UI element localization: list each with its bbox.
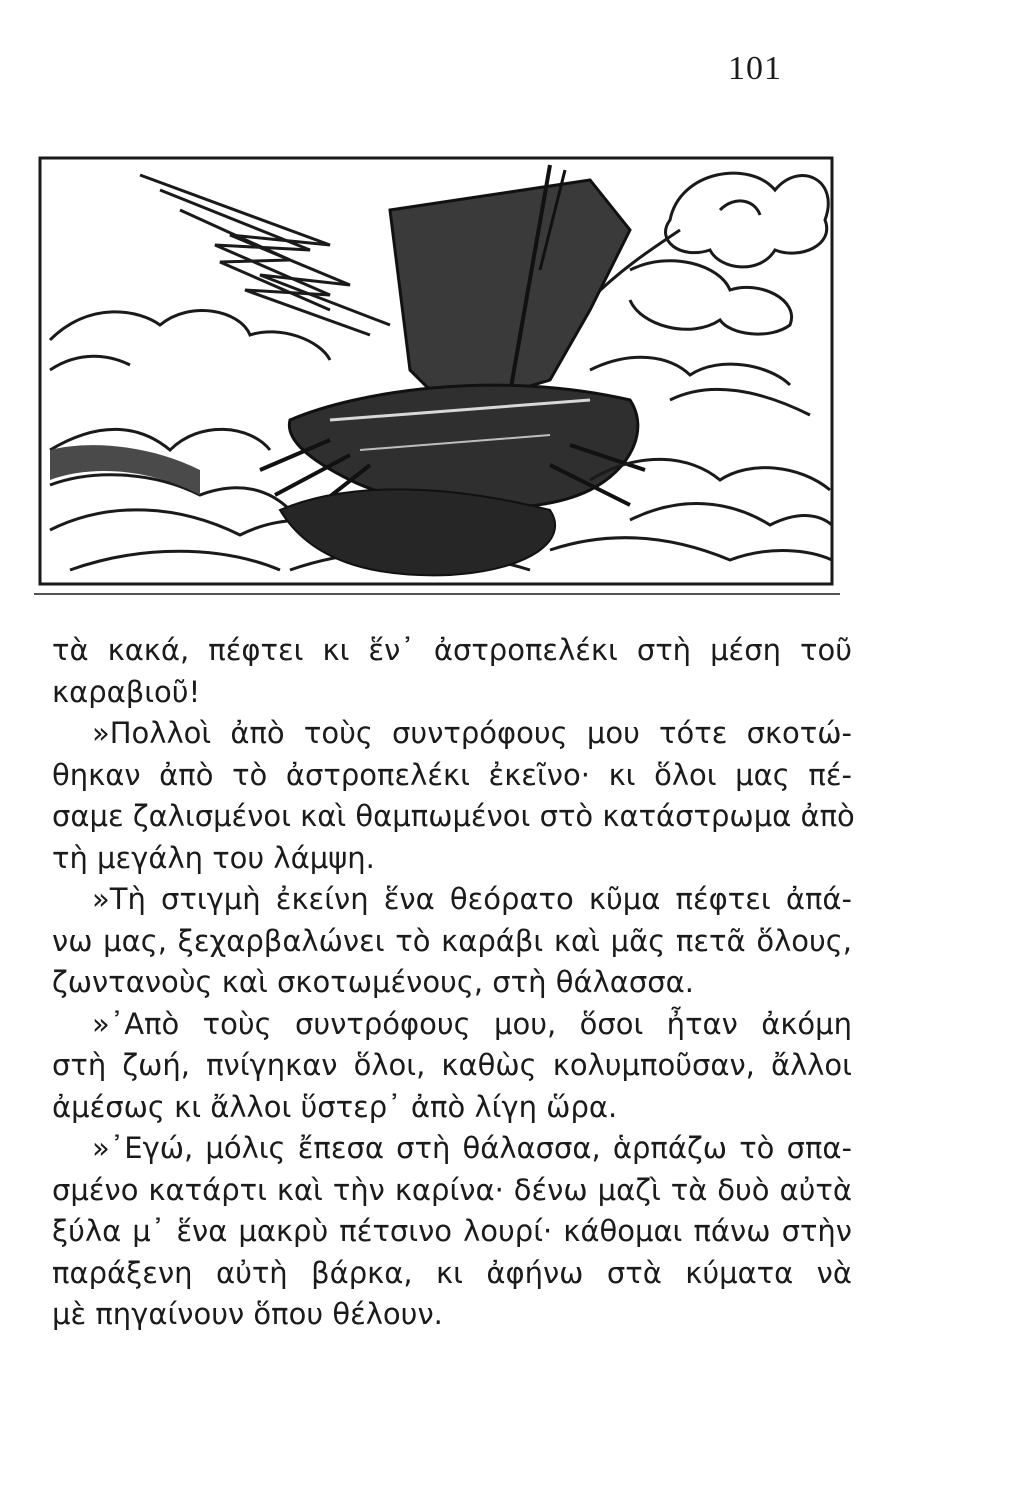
text-line: »Πολλοὶ ἀπὸ τοὺς συντρόφους μου τότε σκοτώ-: [92, 716, 852, 750]
text-line: τὰ κακά, πέφτει κι ἕν᾽ ἀστροπελέκι στὴ μέση τοῦ: [52, 633, 852, 667]
text-line: μὲ πηγαίνουν ὅπου θέλουν.: [52, 1297, 443, 1331]
text-line: νω μας, ξεχαρβαλώνει τὸ καράβι καὶ μᾶς πετᾶ ὅλους,: [52, 923, 852, 958]
text-line: τὴ μεγάλη του λάμψη.: [52, 840, 375, 875]
text-line: σαμε ζαλισμένοι καὶ θαμπωμένοι στὸ κατάστρωμα ἀπὸ: [52, 799, 855, 833]
text-line: ζωντανοὺς καὶ σκοτωμένους, στὴ θάλασσα.: [52, 965, 694, 999]
text-line: ξύλα μ᾽ ἕνα μακρὺ πέτσινο λουρί· κάθομαι πάνω στὴν: [52, 1214, 852, 1248]
text-line: ἀμέσως κι ἄλλοι ὕστερ᾽ ἀπὸ λίγη ὥρα.: [52, 1089, 618, 1124]
text-line: σμένο κατάρτι καὶ τὴν καρίνα· δένω μαζὶ τὰ δυὸ αὐτὰ: [52, 1172, 852, 1207]
body-text: [52, 630, 855, 1336]
text-line: »᾽Απὸ τοὺς συντρόφους μου, ὅσοι ἦταν ἀκόμη: [92, 1006, 852, 1041]
text-line: »Τὴ στιγμὴ ἐκείνη ἕνα θεόρατο κῦμα πέφτει ἀπά-: [92, 882, 852, 916]
text-line: »᾽Εγώ, μόλις ἔπεσα στὴ θάλασσα, ἁρπάζω τὸ σπα-: [92, 1131, 852, 1165]
text-line: στὴ ζωή, πνίγηκαν ὅλοι, καθὼς κολυμποῦσαν, ἄλλοι: [52, 1048, 852, 1082]
page-number: 101: [728, 50, 782, 87]
lightning-bolt-shape: [140, 175, 390, 335]
cloud-shape: [590, 173, 828, 334]
ship-in-storm-illustration: [30, 150, 842, 600]
text-line: παράξενη αὐτὴ βάρκα, κι ἀφήνω στὰ κύματα νὰ: [52, 1255, 852, 1290]
text-line: θηκαν ἀπὸ τὸ ἀστροπελέκι ἐκεῖνο· κι ὅλοι μας πέ-: [52, 757, 852, 792]
text-line: καραβιοῦ!: [52, 674, 201, 709]
